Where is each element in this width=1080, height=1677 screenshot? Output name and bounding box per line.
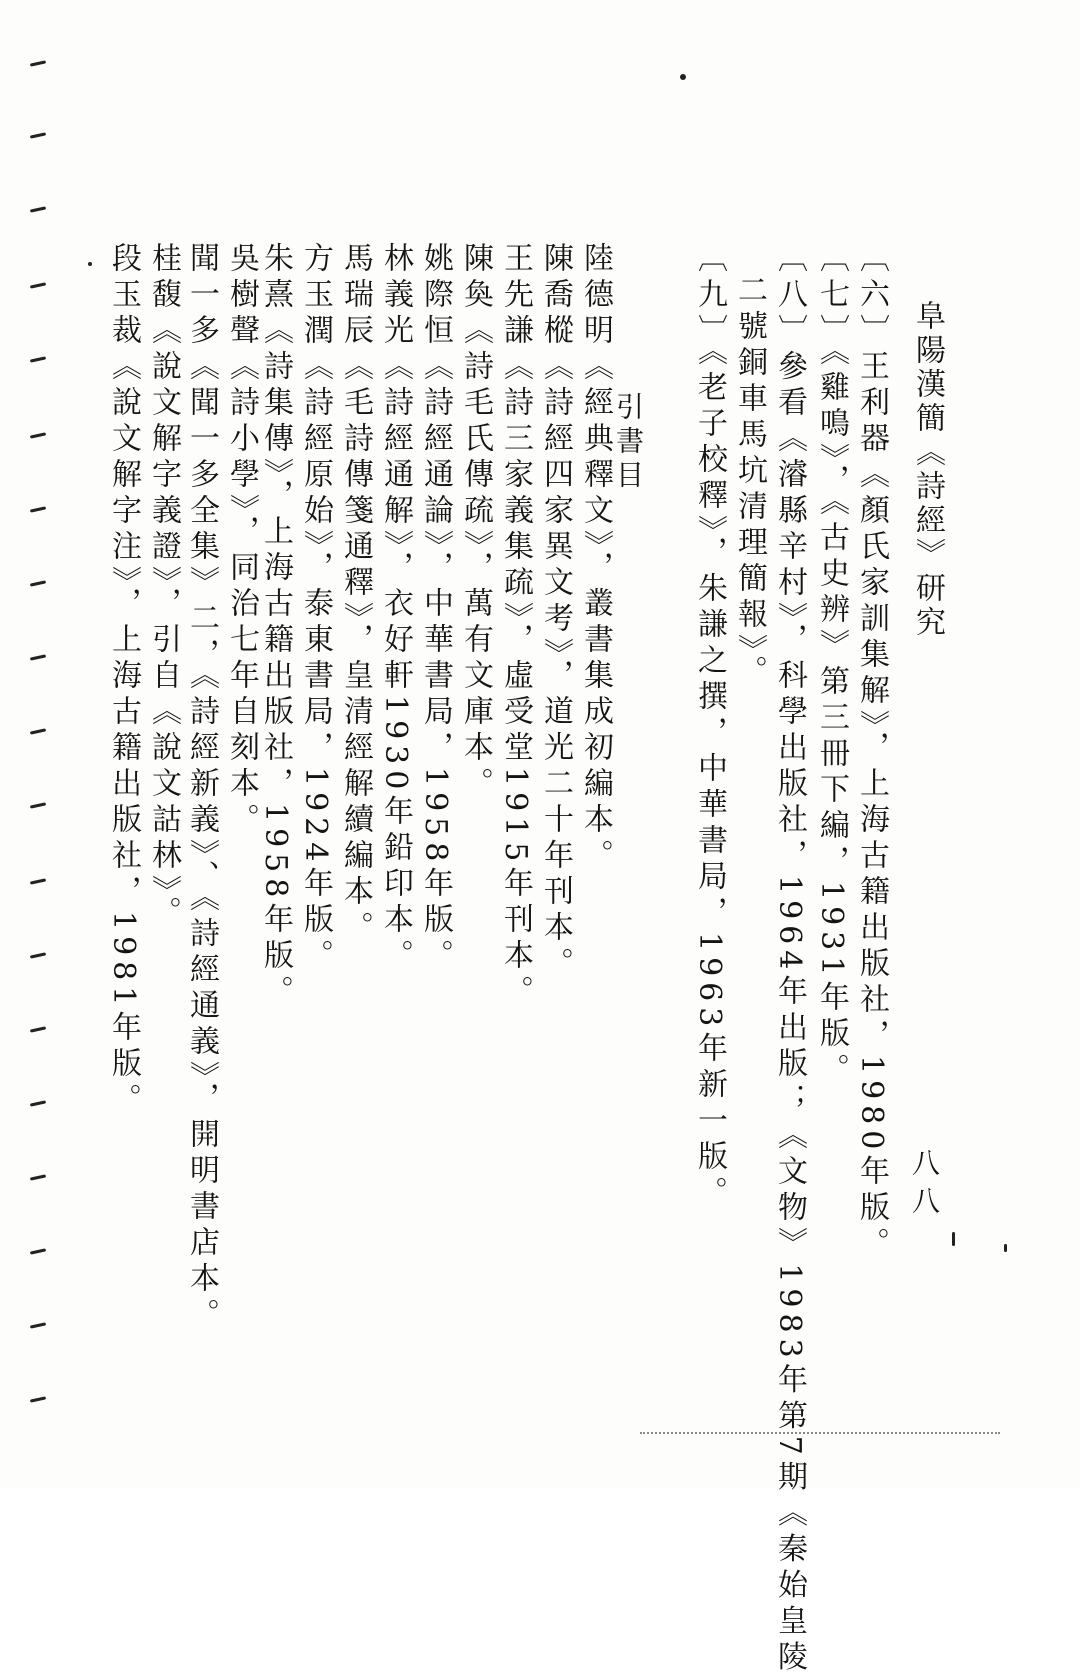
scan-mark <box>30 580 46 586</box>
scan-mark <box>30 878 46 884</box>
scan-mark <box>30 432 46 438</box>
scan-mark <box>30 60 46 66</box>
running-header-title: 阜陽漢簡《詩經》研究 <box>910 300 945 640</box>
bibliography-entry: 桂馥《說文解字義證》，引自《說文詁林》。 <box>146 242 181 932</box>
scan-mark <box>30 802 46 808</box>
footnote-9: 〔九〕《老子校釋》，朱謙之撰，中華書局，1963年新一版。 <box>692 242 727 1213</box>
bibliography-title: 引書目 <box>612 392 645 494</box>
scan-mark <box>30 506 46 512</box>
scan-mark <box>30 132 46 138</box>
bibliography-entry: 王先謙《詩三家義集疏》，虛受堂1915年刊本。 <box>498 242 533 1012</box>
scan-edge-line <box>640 1432 1000 1434</box>
bibliography-entry: 林義光《詩經通解》，衣好軒1930年鉛印本。 <box>378 242 413 976</box>
scan-speck <box>88 262 92 266</box>
page-number: 八八 <box>908 1148 941 1224</box>
bibliography-entry: 朱熹《詩集傳》，上海古籍出版社，1958年版。 <box>258 242 293 1012</box>
bibliography-entry: 段玉裁《說文解字注》，上海古籍出版社，1981年版。 <box>106 242 141 1120</box>
footnote-8-continued: 二號銅車馬坑清理簡報》。 <box>732 274 767 691</box>
bibliography-entry: 陸德明《經典釋文》，叢書集成初編本。 <box>578 242 613 875</box>
scan-mark <box>30 206 46 212</box>
scan-mark <box>30 282 46 288</box>
scan-speck <box>680 74 686 80</box>
bibliography-entry: 方玉潤《詩經原始》，泰東書局，1924年版。 <box>298 242 333 976</box>
scan-speck <box>1004 1244 1007 1252</box>
bibliography-entry: 陳喬樅《詩經四家異文考》，道光二十年刊本。 <box>538 242 573 983</box>
footnote-7: 〔七〕《雞鳴》，《古史辨》第三冊下編，1931年版。 <box>814 242 849 1090</box>
scan-mark <box>30 1396 46 1402</box>
scan-speck <box>952 1232 955 1246</box>
scan-mark <box>30 356 46 362</box>
scan-mark <box>30 1026 46 1032</box>
scan-mark <box>30 1100 46 1106</box>
bibliography-entry: 馬瑞辰《毛詩傳箋通釋》，皇清經解續編本。 <box>338 242 373 947</box>
scan-mark <box>30 952 46 958</box>
bibliography-entry: 姚際恒《詩經通論》，中華書局，1958年版。 <box>418 242 453 976</box>
footnote-6: 〔六〕王利器《顏氏家訓集解》，上海古籍出版社，1980年版。 <box>854 242 889 1264</box>
scan-mark <box>30 654 46 660</box>
scan-mark <box>30 1174 46 1180</box>
scan-mark <box>30 1322 46 1328</box>
scan-mark <box>30 728 46 734</box>
footnote-8: 〔八〕參看《濬縣辛村》，科學出版社，1964年出版；《文物》1983年第7期《秦始皇陵 <box>772 242 807 1677</box>
bibliography-entry: 吳樹聲《詩小學》，同治七年自刻本。 <box>224 242 259 839</box>
bibliography-entry: 聞一多《聞一多全集》二，《詩經新義》、《詩經通義》，開明書店本。 <box>184 242 219 1334</box>
bibliography-entry: 陳奐《詩毛氏傳疏》，萬有文庫本。 <box>458 242 493 803</box>
scan-mark <box>30 1248 46 1254</box>
